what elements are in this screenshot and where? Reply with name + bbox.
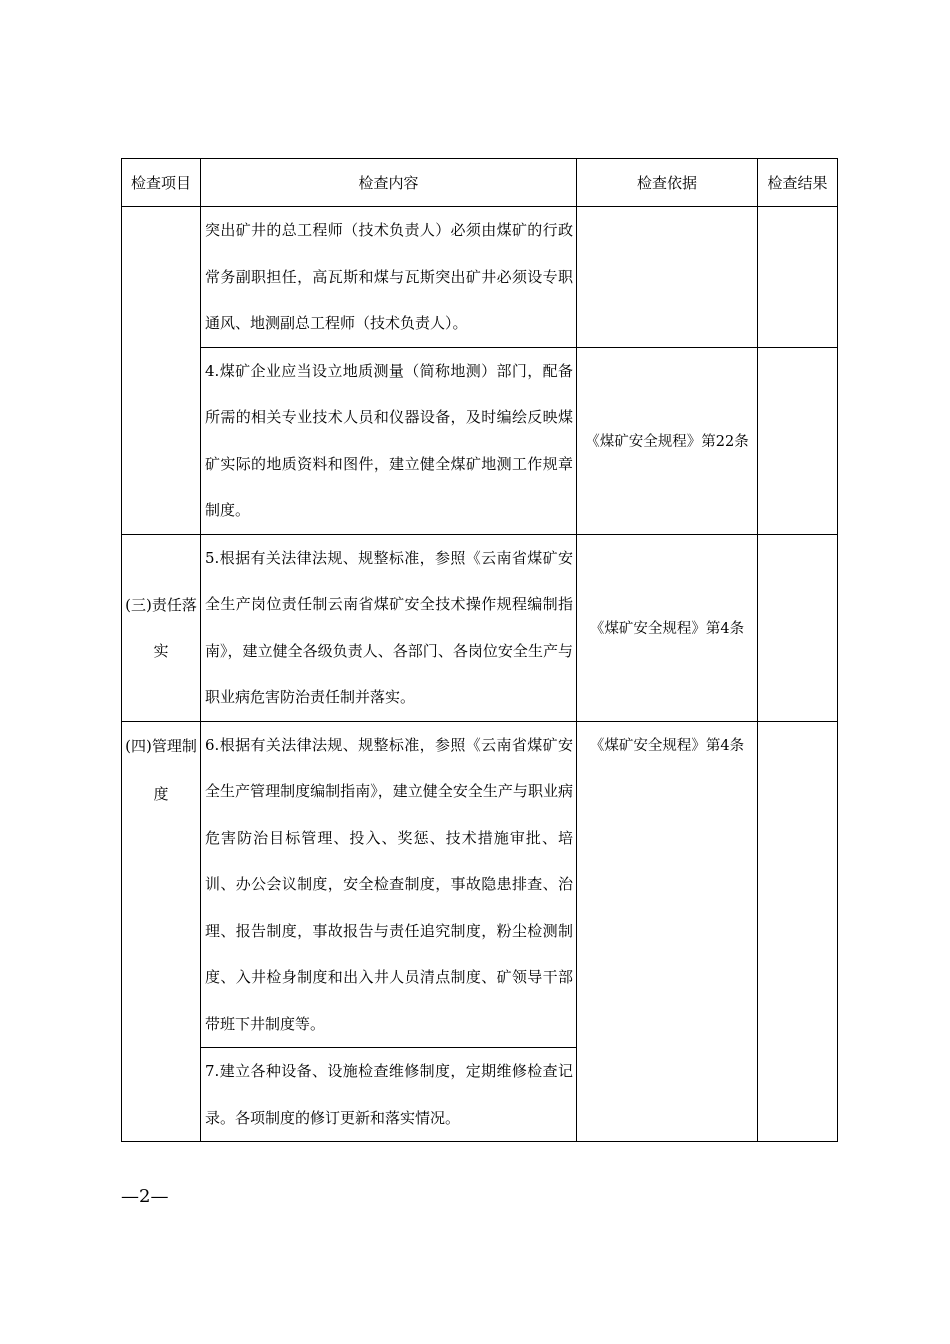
basis-cell [577,207,758,348]
table-row [122,207,838,348]
content-cell: 7.建立各种设备、设施检查维修制度，定期维修检查记录。各项制度的修订更新和落实情况。 [201,1048,577,1142]
item-cell: (四)管理制度 [122,721,201,1142]
item-cell: (三)责任落实 [122,534,201,721]
inspection-table [121,158,838,1142]
header-inspection-item: 检查项目 [122,159,201,207]
item-cell [122,207,201,535]
basis-cell: 《煤矿安全规程》第22条 [577,347,758,534]
page-number: —2— [121,1186,169,1207]
result-cell [758,347,838,534]
result-cell [758,534,838,721]
table-header-row [122,159,838,207]
content-cell: 6.根据有关法律法规、规整标准，参照《云南省煤矿安全生产管理制度编制指南》，建立健全安全生产与职业病危害防治目标管理、投入、奖惩、技术措施审批、培训、办公会议制度，安全检查制度，事故隐患排查、治理、报告制度，事故报告与责任追究制度，粉尘检测制度、入井检身制度和出入井人员清点制度、矿领导干部带班下井制度等。 [201,721,577,1048]
content-cell: 5.根据有关法律法规、规整标准，参照《云南省煤矿安全生产岗位责任制云南省煤矿安全技术操作规程编制指南》，建立健全各级负责人、各部门、各岗位安全生产与职业病危害防治责任制并落实。 [201,534,577,721]
basis-cell: 《煤矿安全规程》第4条 [577,534,758,721]
table-row [122,721,838,1048]
header-inspection-content: 检查内容 [201,159,577,207]
table-row [122,534,838,721]
result-cell [758,721,838,1142]
content-cell: 4.煤矿企业应当设立地质测量（简称地测）部门，配备所需的相关专业技术人员和仪器设备，及时编绘反映煤矿实际的地质资料和图件，建立健全煤矿地测工作规章制度。 [201,347,577,534]
table-row [122,347,838,534]
content-cell: 突出矿井的总工程师（技术负责人）必须由煤矿的行政常务副职担任，高瓦斯和煤与瓦斯突出矿井必须设专职通风、地测副总工程师（技术负责人）。 [201,207,577,348]
result-cell [758,207,838,348]
header-inspection-result: 检查结果 [758,159,838,207]
header-inspection-basis: 检查依据 [577,159,758,207]
basis-cell: 《煤矿安全规程》第4条 [577,721,758,1142]
